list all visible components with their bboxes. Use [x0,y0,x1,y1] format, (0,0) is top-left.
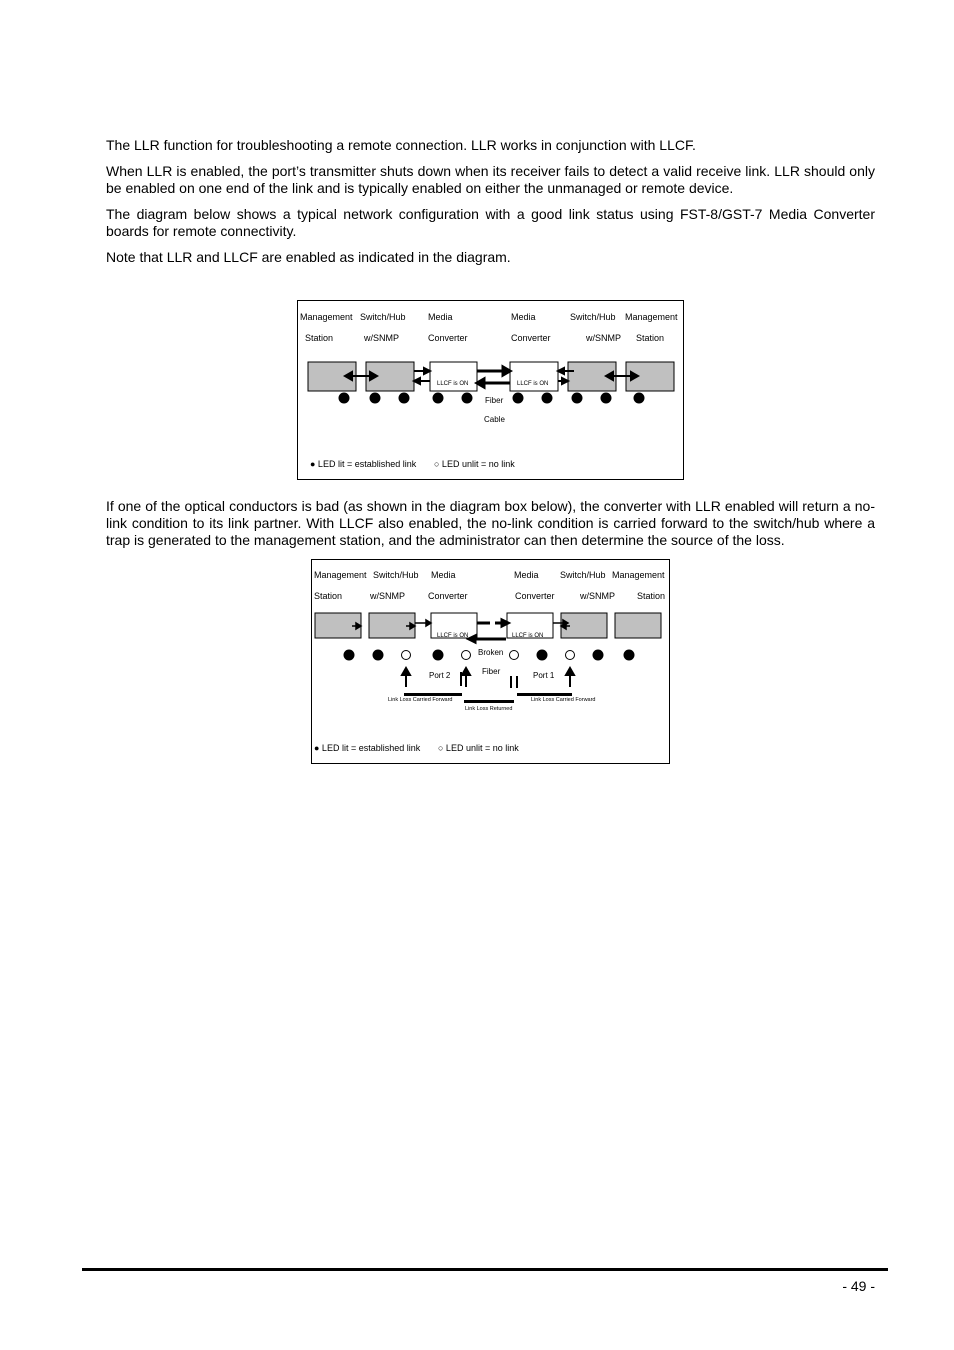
led2-6 [510,651,519,660]
paragraph-note: Note that LLR and LLCF are enabled as indicated in the diagram. [106,249,511,265]
label-top-switch-right: Switch/Hub [570,312,616,322]
page-number: - 49 - [842,1278,875,1294]
led2-1 [344,650,354,660]
label-bottom-converter-left: Converter [428,333,468,343]
broken-link-diagram [311,559,670,764]
legend-lit: ● LED lit = established link [310,459,417,469]
label2-top-management-left: Management [314,570,367,580]
label-top-media-left: Media [428,312,453,322]
led-1 [339,393,349,403]
paragraph-broken-fiber: If one of the optical conductors is bad (as shown in the diagram box below), the converter with LLR enabled will return a no-link condition to its link partner. With LLCF also enabled, the no-link condition is carried forward to the switch/hub where a trap is generated to the management station, and the administrator can then determine the source of the loss. [106,498,875,548]
led-8 [572,393,582,403]
led-3 [399,393,409,403]
management-station-right-box-2 [615,613,661,638]
footer-rule [82,1268,888,1271]
link-arrow-left [345,372,377,380]
llcf-left-label: LLCF is ON [437,381,469,387]
label2-bottom-snmp-right: w/SNMP [580,591,616,601]
switch-converter-arrows-left [414,368,430,384]
broken-label: Broken [478,648,504,657]
label-top-management-left: Management [300,312,353,322]
good-link-diagram [297,300,684,480]
good-link-diagram-svg [298,301,685,481]
label2-bottom-station-left: Station [314,591,343,601]
label-bottom-station-right: Station [636,333,665,343]
link-arrow-right [606,372,638,380]
led2-9 [593,650,603,660]
loss-forward-left-label: Link Loss Carried Forward [388,697,453,703]
label-top-management-right: Management [625,312,678,322]
led-10 [634,393,644,403]
port1-label: Port 1 [533,671,555,680]
paragraph-llr-intro: The LLR function for troubleshooting a remote connection. LLR works in conjunction with LLCF. [106,137,696,153]
fiber-label: Fiber [485,396,504,405]
legend-unlit: ○ LED unlit = no link [434,459,515,469]
label2-top-media-left: Media [431,570,456,580]
led2-2 [373,650,383,660]
led-2 [370,393,380,403]
label2-bottom-station-right: Station [637,591,666,601]
broken-link-diagram-svg [312,560,671,765]
paragraph-diagram-intro: The diagram below shows a typical network configuration with a good link status using FST-8/GST-7 Media Converter boards for remote connectivity. [106,206,875,239]
loss-forward-right-label: Link Loss Carried Forward [531,697,596,703]
label-bottom-converter-right: Converter [511,333,551,343]
llcf-right-label-2: LLCF is ON [512,633,544,639]
label2-bottom-converter-right: Converter [515,591,555,601]
label2-top-management-right: Management [612,570,665,580]
llcf-left-label-2: LLCF is ON [437,633,469,639]
port2-label: Port 2 [429,671,451,680]
label2-top-switch-right: Switch/Hub [560,570,606,580]
led2-3 [402,651,411,660]
label-bottom-snmp-right: w/SNMP [586,333,622,343]
label2-bottom-converter-left: Converter [428,591,468,601]
led-9 [601,393,611,403]
label-bottom-snmp-left: w/SNMP [364,333,400,343]
legend-lit-2: ● LED lit = established link [314,743,421,753]
legend-unlit-2: ○ LED unlit = no link [438,743,519,753]
led-5 [462,393,472,403]
loss-returned-label: Link Loss Returned [465,706,513,712]
led-6 [513,393,523,403]
label-bottom-station-left: Station [305,333,334,343]
led-4 [433,393,443,403]
led2-8 [566,651,575,660]
led2-10 [624,650,634,660]
led2-5 [462,651,471,660]
led2-4 [433,650,443,660]
led2-7 [537,650,547,660]
cable-label: Cable [484,415,505,424]
label2-top-switch-left: Switch/Hub [373,570,419,580]
loss-bar-left [404,693,462,696]
loss-bar-right [517,693,572,696]
loss-bar-middle [464,700,514,703]
led-7 [542,393,552,403]
label-top-switch-left: Switch/Hub [360,312,406,322]
label-top-media-right: Media [511,312,536,322]
label2-bottom-snmp-left: w/SNMP [370,591,406,601]
fiber-link-lines [477,367,510,387]
label2-top-media-right: Media [514,570,539,580]
llcf-right-label: LLCF is ON [517,381,549,387]
fiber-label-2: Fiber [482,667,501,676]
paragraph-llr-enabled: When LLR is enabled, the port’s transmitter shuts down when its receiver fails to detect a valid receive link. LLR should only be enabled on one end of the link and is typically enabled on either the unmanaged or remote device. [106,163,875,196]
